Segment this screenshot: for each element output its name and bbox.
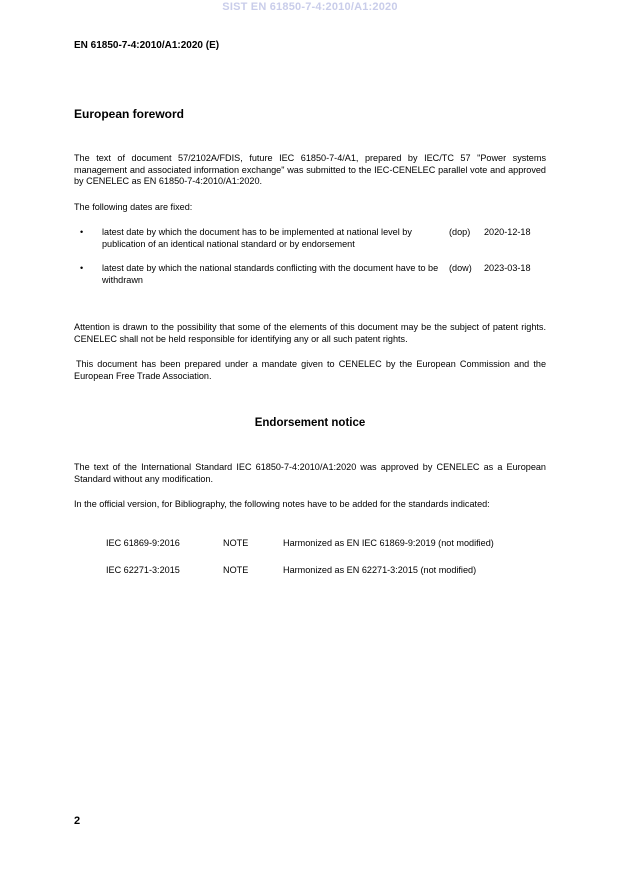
harmonization-text: Harmonized as EN IEC 61869-9:2019 (not modified) xyxy=(283,538,494,548)
date-item-value: 2023-03-18 xyxy=(484,263,531,273)
bullet-marker: • xyxy=(80,227,84,237)
bibliography-intro-paragraph: In the official version, for Bibliography, the following notes have to be added for the standards indicated: xyxy=(74,499,490,509)
mandate-paragraph: This document has been prepared under a mandate given to CENELEC by the European Commission and the European Free Trade Association. xyxy=(74,359,546,381)
bullet-marker: • xyxy=(80,263,84,273)
date-item-abbreviation: (dop) xyxy=(449,227,471,237)
standard-reference: IEC 61869-9:2016 xyxy=(106,538,180,548)
harmonization-text: Harmonized as EN 62271-3:2015 (not modified) xyxy=(283,565,477,575)
foreword-intro-paragraph: The text of document 57/2102A/FDIS, future IEC 61850-7-4/A1, prepared by IEC/TC 57 "Power systems management and associated information exchange" was submitted to the IEC-CENELEC parallel vote and approved by CENELEC as EN 61850-7-4:2010/A1:2020. xyxy=(74,153,546,186)
foreword-heading: European foreword xyxy=(74,107,185,121)
note-label: NOTE xyxy=(223,565,249,575)
patent-attention-paragraph: Attention is drawn to the possibility that some of the elements of this document may be the subject of patent rights. CENELEC shall not be held responsible for identifying any or all such patent rights. xyxy=(74,322,546,344)
date-item-text: latest date by which the national standards conflicting with the document have to be withdrawn xyxy=(102,263,439,285)
date-item-abbreviation: (dow) xyxy=(449,263,472,273)
endorsement-paragraph: The text of the International Standard IEC 61850-7-4:2010/A1:2020 was approved by CENELEC as a European Standard without any modification. xyxy=(74,462,546,484)
note-label: NOTE xyxy=(223,538,249,548)
page-number: 2 xyxy=(74,815,81,827)
date-item-text: latest date by which the document has to be implemented at national level by publication of an identical national standard or by endorsement xyxy=(102,227,412,249)
document-identifier: EN 61850-7-4:2010/A1:2020 (E) xyxy=(74,40,220,51)
endorsement-heading: Endorsement notice xyxy=(254,417,366,429)
date-item-value: 2020-12-18 xyxy=(484,227,531,237)
standard-reference: IEC 62271-3:2015 xyxy=(106,565,180,575)
dates-intro-paragraph: The following dates are fixed: xyxy=(74,202,193,212)
watermark: SIST EN 61850-7-4:2010/A1:2020 xyxy=(222,1,398,13)
